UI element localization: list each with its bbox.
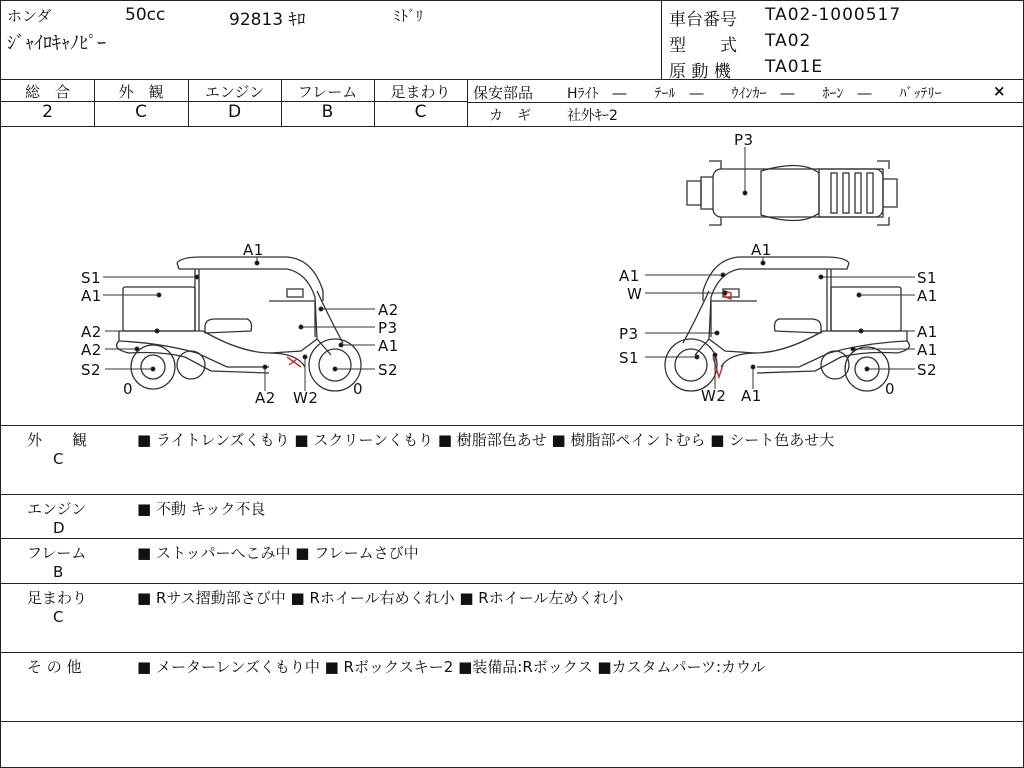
label-right-s2: S2 [917,361,938,379]
frame-grade-label: フレーム [297,83,358,101]
label-right-a1-lower: A1 [917,341,938,359]
engine-grade-label: エンジン [204,83,265,101]
section-exterior-grade: C [53,450,64,468]
section-other-text: ■ メーターレンズくもり中 ■ Rボックスキー2 ■装備品:Rボックス ■カスタムパーツ:カウル [137,658,766,676]
engine-label: 原 動 機 [669,62,731,82]
type-label: 型 式 [669,36,737,56]
battery-status-mark: × [993,82,1006,100]
label-left-a2-body: A2 [81,341,102,359]
engine-grade: D [227,102,242,122]
label-right-p3: P3 [619,325,639,343]
label-right-a1-screen: A1 [619,267,640,285]
label-right-w: W [627,285,643,303]
section-exterior-text: ■ ライトレンズくもり ■ スクリーンくもり ■ 樹脂部色あせ ■ 樹脂部ペイントむら ■ シート色あせ大 [137,431,835,449]
suspension-grade-label: 足まわり [390,83,451,101]
label-left-a2-box: A2 [81,323,102,341]
label-left-front-tire-0: 0 [353,380,364,398]
model-name: ｼﾞｬｲﾛｷｬﾉﾋﾟｰ [7,33,106,54]
chassis-number: TA02-1000517 [765,5,902,25]
label-left-a2-floor: A2 [255,389,276,407]
section-other-title: そ の 他 [27,658,82,676]
mileage: 92813 ｷﾛ [229,10,306,30]
engine-model: TA01E [765,57,824,77]
displacement: 50cc [125,5,166,25]
top-view-outline [687,161,897,225]
safety-parts-title: 保安部品 [473,84,534,102]
label-right-s1: S1 [917,269,938,287]
label-right-rear-tire-0: 0 [885,380,896,398]
key-label: カ ギ [489,108,531,124]
label-left-s2: S2 [81,361,102,379]
exterior-grade: C [135,102,147,122]
label-right-a1-box: A1 [917,287,938,305]
label-left-p3: P3 [378,319,398,337]
label-left-a2-screen: A2 [378,301,399,319]
label-top-p3: P3 [734,131,754,149]
label-left-w2: W2 [293,389,319,407]
label-left-s2-front: S2 [378,361,399,379]
label-left-a1-front: A1 [378,337,399,355]
frame-grade: B [321,102,334,122]
label-left-a1-roof: A1 [243,241,264,259]
section-engine-title: エンジン [27,500,87,518]
overall-grade: 2 [42,102,53,122]
key-value: 社外ｷｰ2 [567,108,618,124]
section-frame-text: ■ ストッパーへこみ中 ■ フレームさび中 [137,544,419,562]
label-right-a1-body: A1 [917,323,938,341]
section-suspension-title: 足まわり [27,589,88,607]
section-suspension-text: ■ Rサス摺動部さび中 ■ Rホイール右めくれ小 ■ Rホイール左めくれ小 [137,589,624,607]
label-left-rear-tire-0: 0 [123,380,134,398]
label-left-s1: S1 [81,269,102,287]
section-engine-grade: D [53,519,65,537]
label-right-a1-roof: A1 [751,241,772,259]
exterior-grade-label: 外 観 [118,83,164,101]
label-right-s1-front: S1 [619,349,640,367]
maker-name: ホンダ [7,7,52,25]
chassis-label: 車台番号 [669,10,737,30]
label-left-a1-box: A1 [81,287,102,305]
section-engine-text: ■ 不動 キック不良 [137,500,266,518]
section-exterior-title: 外 観 [27,431,88,449]
header-divider [661,1,662,79]
type-value: TA02 [765,31,812,51]
section-frame-grade: B [53,563,64,581]
overall-grade-label: 総 合 [24,83,70,101]
section-frame-title: フレーム [27,544,87,562]
color: ﾐﾄﾞﾘ [393,7,424,25]
damage-diagram [1,127,1023,425]
safety-parts-items: Hﾗｲﾄ ― ﾃｰﾙ ― ｳｲﾝｶｰ ― ﾎｰﾝ ― ﾊﾞｯﾃﾘｰ [567,86,942,102]
section-suspension-grade: C [53,608,64,626]
label-right-w2: W2 [701,387,727,405]
suspension-grade: C [414,102,427,122]
label-right-a1-floor: A1 [741,387,762,405]
